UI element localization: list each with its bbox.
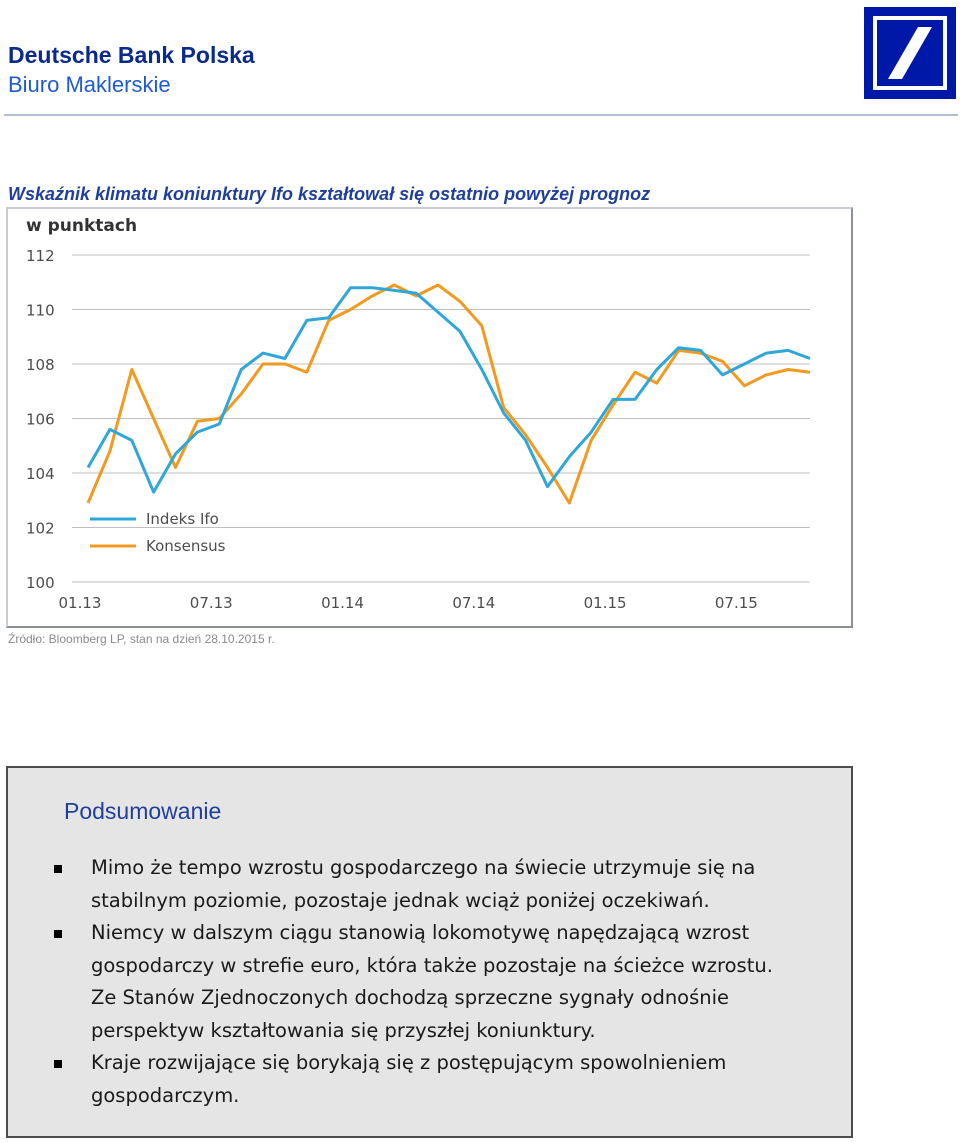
header-divider — [4, 114, 958, 116]
ifo-chart — [6, 207, 853, 628]
brand-subtitle: Biuro Maklerskie — [8, 72, 171, 97]
summary-panel — [6, 766, 853, 1138]
chart-title: w punktach — [26, 216, 138, 236]
chart-canvas — [8, 209, 851, 626]
summary-bullet-text: Mimo że tempo wzrostu gospodarczego na świecie utrzymuje się na stabilnym poziomie, pozostaje jednak wciąż poniżej oczekiwań. — [91, 856, 756, 912]
brand-title: Deutsche Bank Polska — [8, 42, 255, 68]
x-tick-label: 01.14 — [321, 594, 365, 612]
x-tick-label: 01.15 — [583, 594, 627, 612]
y-tick-label: 102 — [26, 519, 55, 538]
y-tick-label: 106 — [26, 410, 55, 429]
chart-source: Źródło: Bloomberg LP, stan na dzień 28.10.2015 r. — [8, 632, 275, 646]
x-tick-label: 01.13 — [58, 594, 102, 612]
x-tick-label: 07.15 — [714, 594, 758, 612]
x-tick-label: 07.14 — [452, 594, 496, 612]
summary-bullet-text: Kraje rozwijające się borykają się z postępującym spowolnieniem gospodarczym. — [91, 1051, 727, 1107]
summary-bullet — [54, 852, 774, 917]
bullet-square-icon — [54, 930, 62, 938]
deutsche-bank-logo — [864, 7, 956, 99]
bullet-square-icon — [54, 1060, 62, 1068]
bullet-square-icon — [54, 865, 62, 873]
summary-list — [54, 852, 774, 1112]
y-tick-label: 112 — [26, 247, 55, 265]
legend-label: Konsensus — [146, 537, 226, 555]
summary-bullet — [54, 917, 774, 1047]
series-line-indeks-ifo — [88, 288, 810, 492]
summary-bullet — [54, 1047, 774, 1112]
summary-title: Podsumowanie — [64, 798, 222, 824]
summary-bullet-text: Niemcy w dalszym ciągu stanowią lokomotywę napędzającą wzrost gospodarczy w strefie euro, która także pozostaje na ścieżce wzrostu. Ze Stanów Zjednoczonych dochodzą sprzeczne sygnały odnośnie perspektyw kształtowania się przyszłej koniunktury. — [91, 921, 773, 1042]
y-tick-label: 104 — [26, 465, 55, 483]
x-tick-label: 07.13 — [189, 594, 233, 612]
series-line-konsensus — [88, 285, 810, 503]
legend-label: Indeks Ifo — [146, 510, 219, 528]
chart-heading: Wskaźnik klimatu koniunktury Ifo kształtował się ostatnio powyżej prognoz — [8, 184, 651, 204]
y-tick-label: 108 — [26, 356, 55, 374]
y-tick-label: 100 — [26, 574, 55, 592]
y-tick-label: 110 — [26, 301, 55, 320]
